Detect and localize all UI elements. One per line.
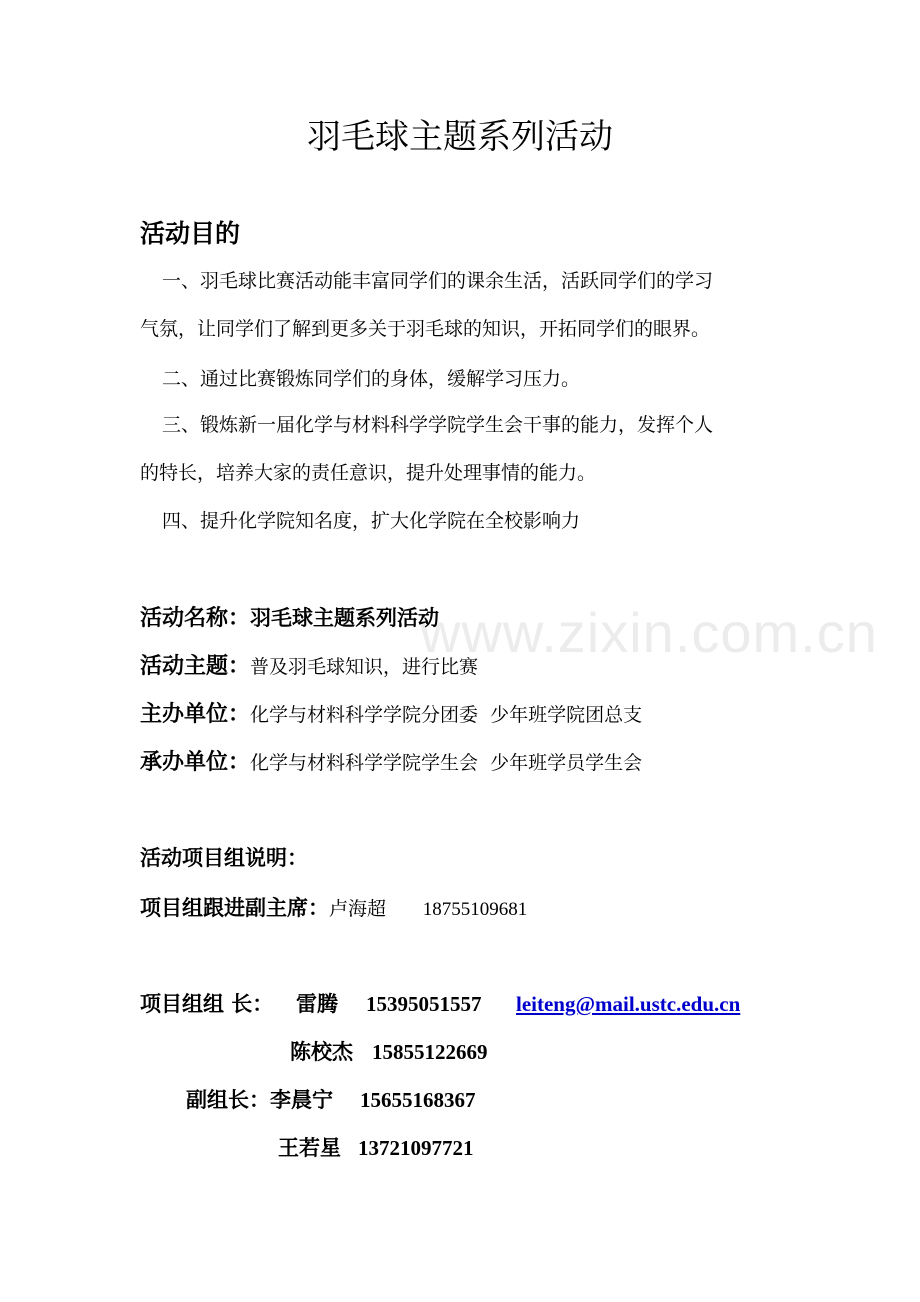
deputy-label: 副组长： <box>186 1087 270 1112</box>
leader-label: 项目组组 长： <box>140 991 274 1016</box>
host-row <box>140 698 642 731</box>
purpose-heading: 活动目的 <box>140 219 241 248</box>
project-group-heading: 活动项目组说明： <box>140 845 308 870</box>
purpose-paragraph-1-line-1: 一、羽毛球比赛活动能丰富同学们的课余生活，活跃同学们的学习 <box>162 270 714 292</box>
deputy-2-name <box>278 1132 341 1164</box>
vice-chair-name: 卢海超 <box>329 898 387 920</box>
deputy-2-name-text: 王若星 <box>278 1135 341 1160</box>
leader-2-name <box>290 1036 353 1068</box>
leader-2-name-text: 陈校杰 <box>290 1039 353 1064</box>
host-value: 化学与材料科学学院分团委 少年班学院团总支 <box>250 704 643 726</box>
page-title: 羽毛球主题系列活动 <box>307 117 613 157</box>
purpose-paragraph-1-line-2: 气氛，让同学们了解到更多关于羽毛球的知识，开拓同学们的眼界。 <box>140 318 711 340</box>
leader-1-phone: 15395051557 <box>366 992 482 1016</box>
watermark: www.zixin.com.cn <box>420 601 878 664</box>
leader-1-email-link[interactable] <box>516 988 740 1022</box>
activity-theme-label: 活动主题： <box>140 653 251 679</box>
leader-row-1 <box>140 988 273 1020</box>
vice-chair-label: 项目组跟进副主席： <box>140 895 329 920</box>
deputy-1-name: 李晨宁 <box>270 1087 333 1112</box>
activity-theme-row <box>140 650 478 683</box>
activity-theme-value: 普及羽毛球知识，进行比赛 <box>250 656 479 678</box>
vice-chair-phone: 18755109681 <box>422 899 528 920</box>
deputy-row-1 <box>186 1084 333 1116</box>
organizer-value: 化学与材料科学学院学生会 少年班学员学生会 <box>250 752 643 774</box>
leader-1-email[interactable]: leiteng@mail.ustc.edu.cn <box>516 992 741 1016</box>
purpose-paragraph-3-line-2: 的特长，培养大家的责任意识，提升处理事情的能力。 <box>140 462 597 484</box>
organizer-label: 承办单位： <box>140 749 251 775</box>
purpose-paragraph-4: 四、提升化学院知名度，扩大化学院在全校影响力 <box>162 510 581 532</box>
leader-2-phone: 15855122669 <box>372 1040 488 1064</box>
deputy-1-phone: 15655168367 <box>360 1088 476 1112</box>
leader-1-name-text: 雷腾 <box>296 991 338 1016</box>
activity-name-row <box>140 602 439 634</box>
purpose-paragraph-3-line-1: 三、锻炼新一届化学与材料科学学院学生会干事的能力，发挥个人 <box>162 414 714 436</box>
leader-1-name <box>296 988 338 1020</box>
purpose-paragraph-2: 二、通过比赛锻炼同学们的身体，缓解学习压力。 <box>162 368 581 390</box>
host-label: 主办单位： <box>140 701 251 727</box>
deputy-2-phone: 13721097721 <box>358 1136 474 1160</box>
organizer-row <box>140 746 642 779</box>
activity-name-label: 活动名称： <box>140 605 251 631</box>
activity-name-value: 羽毛球主题系列活动 <box>250 605 440 630</box>
vice-chair-row <box>140 892 527 926</box>
